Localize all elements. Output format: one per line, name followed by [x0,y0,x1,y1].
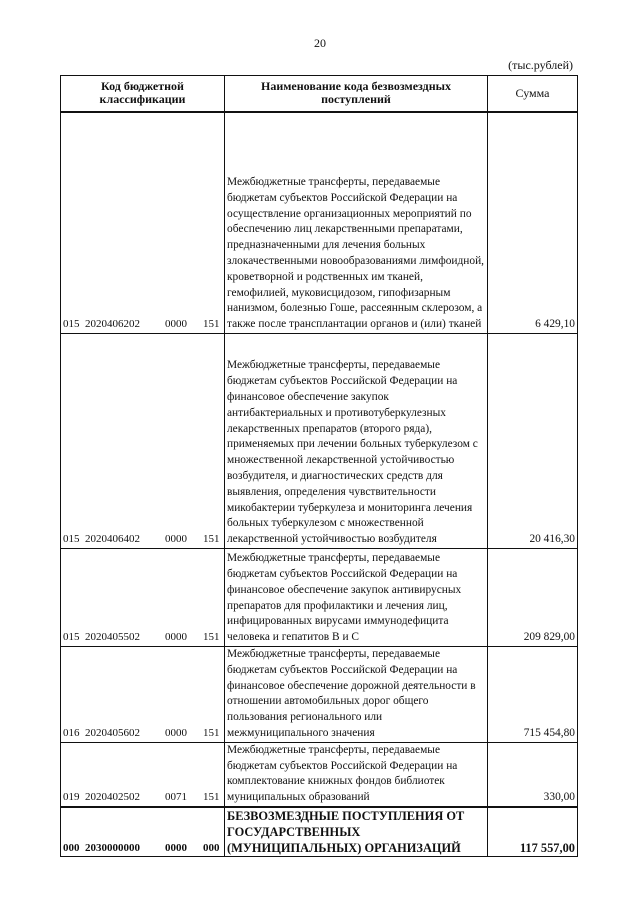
table-row [61,334,578,549]
row-code [61,549,225,647]
total-sum: 117 557,00 [488,807,578,857]
total-row [61,807,578,857]
table-row [61,742,578,807]
row-name: Межбюджетные трансферты, передаваемые бюджетам субъектов Российской Федерации на финансовое обеспечение закупок антивирусных препаратов для профилактики и лечения лиц, инфицированных вирусами иммунодефицита человека и гепатитов В и С [225,549,488,647]
code-program: 0000 [165,318,187,331]
row-code [61,742,225,807]
code-econ: 151 [203,631,220,644]
code-admin: 015 [63,533,80,546]
code-admin: 015 [63,631,80,644]
header-code: Код бюджетной классификации [61,76,225,112]
code-program: 0000 [165,533,187,546]
row-name: Межбюджетные трансферты, передаваемые бюджетам субъектов Российской Федерации на финансовое обеспечение закупок антибактериальных и противотуберкулезных лекарственных препаратов (второго ряда), применяемых при лечении больных туберкулезом с множественной лекарственной устойчивостью возбудителя, и диагностических средств для выявления, определения чувствительности микобактерии туберкулеза и мониторинга лечения больных туберкулезом с множественной лекарственной устойчивостью возбудителя [225,334,488,549]
table-row [61,112,578,334]
table-header [61,76,578,112]
code-program: 0000 [165,841,187,854]
total-name: БЕЗВОЗМЕЗДНЫЕ ПОСТУПЛЕНИЯ ОТ ГОСУДАРСТВЕННЫХ (МУНИЦИПАЛЬНЫХ) ОРГАНИЗАЦИЙ [225,807,488,857]
row-name: Межбюджетные трансферты, передаваемые бюджетам субъектов Российской Федерации на финансовое обеспечение дорожной деятельности в отношении автомобильных дорог общего пользования регионального или межмуниципального значения [225,647,488,743]
code-econ: 151 [203,533,220,546]
row-code [61,112,225,334]
code-type: 2020405502 [85,631,140,644]
row-sum: 715 454,80 [488,647,578,743]
code-econ: 151 [203,791,220,804]
code-type: 2030000000 [85,841,140,854]
code-program: 0000 [165,726,187,739]
row-sum: 209 829,00 [488,549,578,647]
header-name: Наименование кода безвозмездных поступлений [225,76,488,112]
code-admin: 016 [63,726,80,739]
row-name: Межбюджетные трансферты, передаваемые бюджетам субъектов Российской Федерации на осуществление организационных мероприятий по обеспечению лиц лекарственными препаратами, предназначенными для лечения больных злокачественными новообразованиями лимфоидной, кроветворной и родственных им тканей, гемофилией, муковисцидозом, гипофизарным нанизмом, болезнью Гоше, рассеянным склерозом, а также после трансплантации органов и (или) тканей [225,112,488,334]
code-program: 0071 [165,791,187,804]
code-type: 2020406402 [85,533,140,546]
table-row [61,549,578,647]
code-econ: 000 [203,841,220,854]
row-code [61,647,225,743]
code-admin: 015 [63,318,80,331]
row-name: Межбюджетные трансферты, передаваемые бюджетам субъектов Российской Федерации на комплектование книжных фондов библиотек муниципальных образований [225,742,488,807]
table-row [61,647,578,743]
row-sum: 20 416,30 [488,334,578,549]
budget-table [60,75,578,857]
code-type: 2020405602 [85,726,140,739]
code-type: 2020402502 [85,791,140,804]
code-type: 2020406202 [85,318,140,331]
row-code [61,807,225,857]
row-code [61,334,225,549]
page-number: 20 [314,36,326,50]
row-sum: 6 429,10 [488,112,578,334]
code-program: 0000 [165,631,187,644]
header-sum: Сумма [488,76,578,112]
code-admin: 000 [63,841,80,854]
code-admin: 019 [63,791,80,804]
units-label: (тыс.рублей) [508,58,573,72]
code-econ: 151 [203,318,220,331]
row-sum: 330,00 [488,742,578,807]
code-econ: 151 [203,726,220,739]
